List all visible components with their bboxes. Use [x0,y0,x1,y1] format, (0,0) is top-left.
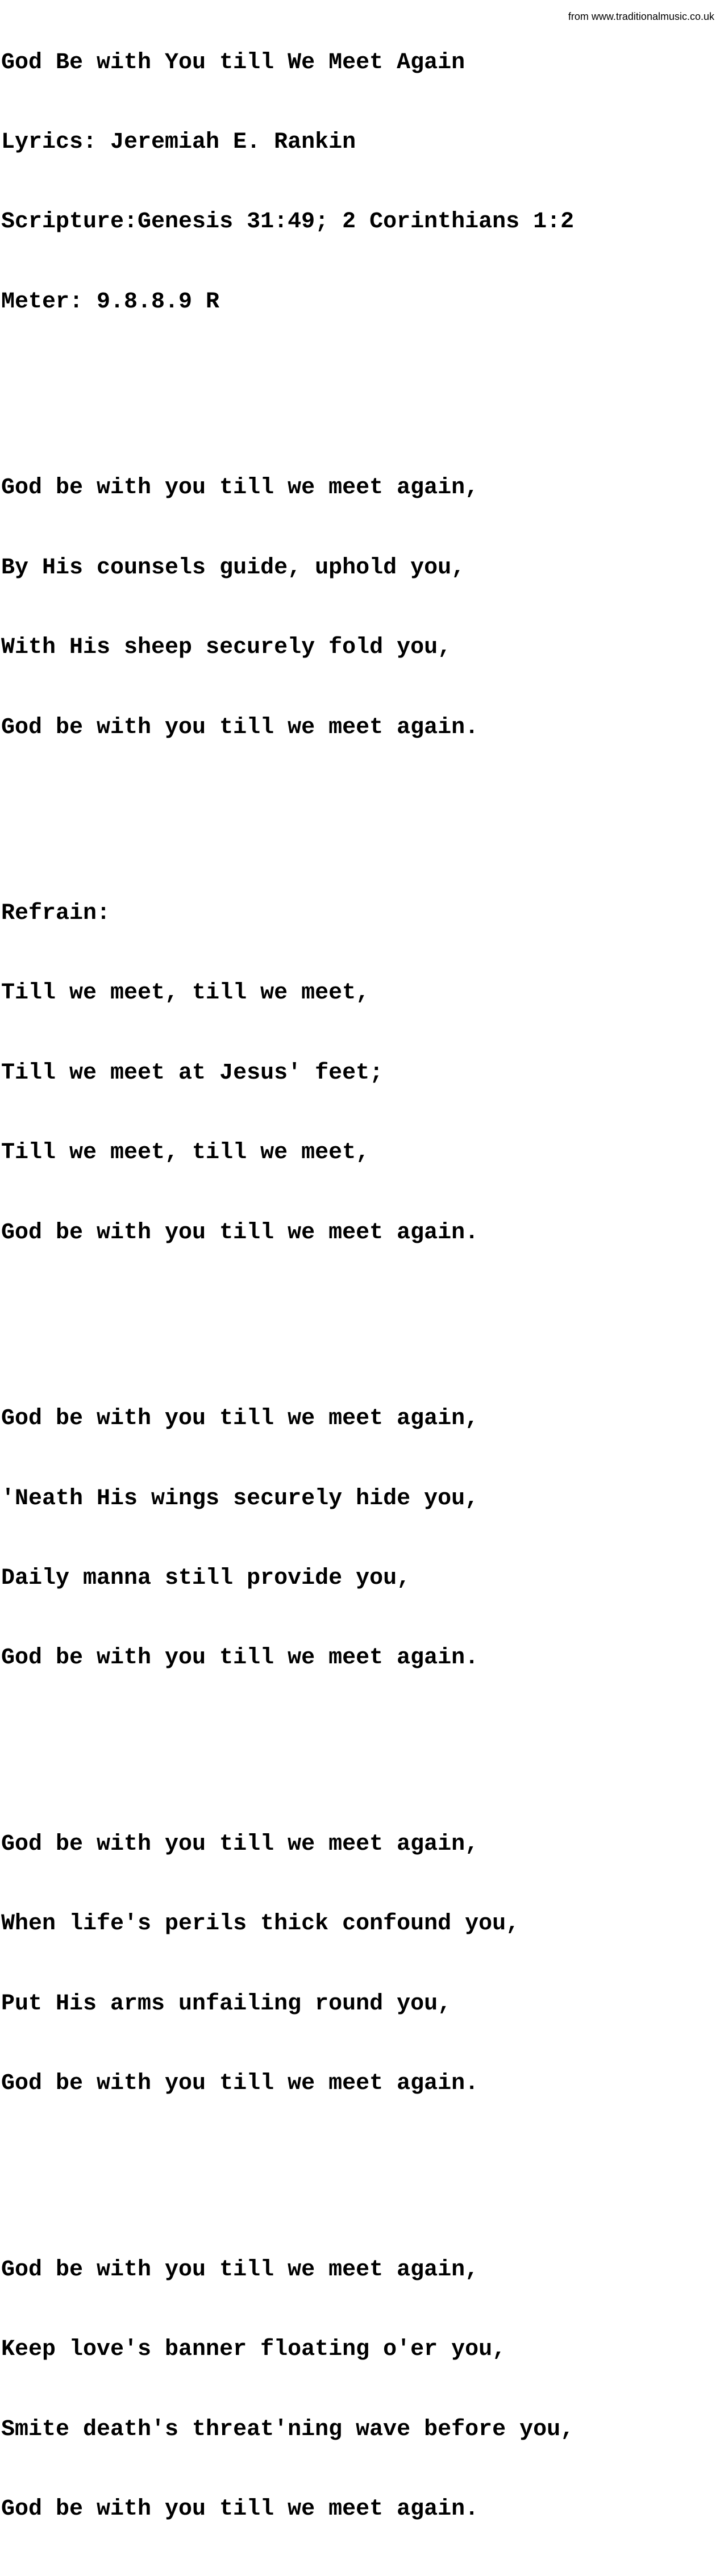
song-title: God Be with You till We Meet Again [1,49,465,76]
verse-3-line-3: Put His arms unfailing round you, [1,1991,452,2017]
verse-1-line-3: With His sheep securely fold you, [1,635,452,661]
refrain-line-4: God be with you till we meet again. [1,1220,479,1246]
spacer [1,2151,574,2178]
verse-1-line-2: By His counsels guide, uphold you, [1,555,465,581]
spacer [1,1300,574,1326]
verse-4-line-1: God be with you till we meet again, [1,2257,479,2283]
meter-line: Meter: 9.8.8.9 R [1,289,220,315]
spacer [1,794,574,821]
verse-2-line-2: 'Neath His wings securely hide you, [1,1485,479,1512]
source-watermark: from www.traditionalmusic.co.uk [568,11,714,22]
verse-2-line-1: God be with you till we meet again, [1,1406,479,1432]
song-text [1,0,574,2576]
verse-4-line-4: God be with you till we meet again. [1,2496,479,2522]
spacer [1,369,574,396]
verse-1-line-1: God be with you till we meet again, [1,475,479,501]
verse-3-line-4: God be with you till we meet again. [1,2071,479,2097]
refrain-line-1: Till we meet, till we meet, [1,980,370,1006]
refrain-line-3: Till we meet, till we meet, [1,1140,370,1166]
spacer [1,1725,574,1752]
verse-3-line-2: When life's perils thick confound you, [1,1911,520,1937]
refrain-label: Refrain: [1,901,111,927]
verse-4-line-2: Keep love's banner floating o'er you, [1,2337,506,2363]
lyricist-line: Lyrics: Jeremiah E. Rankin [1,129,356,155]
verse-1-line-4: God be with you till we meet again. [1,714,479,740]
verse-2-line-4: God be with you till we meet again. [1,1645,479,1671]
verse-3-line-1: God be with you till we meet again, [1,1831,479,1857]
scripture-line: Scripture:Genesis 31:49; 2 Corinthians 1:2 [1,209,575,235]
verse-2-line-3: Daily manna still provide you, [1,1566,411,1592]
refrain-line-2: Till we meet at Jesus' feet; [1,1060,384,1086]
verse-4-line-3: Smite death's threat'ning wave before you, [1,2416,575,2442]
